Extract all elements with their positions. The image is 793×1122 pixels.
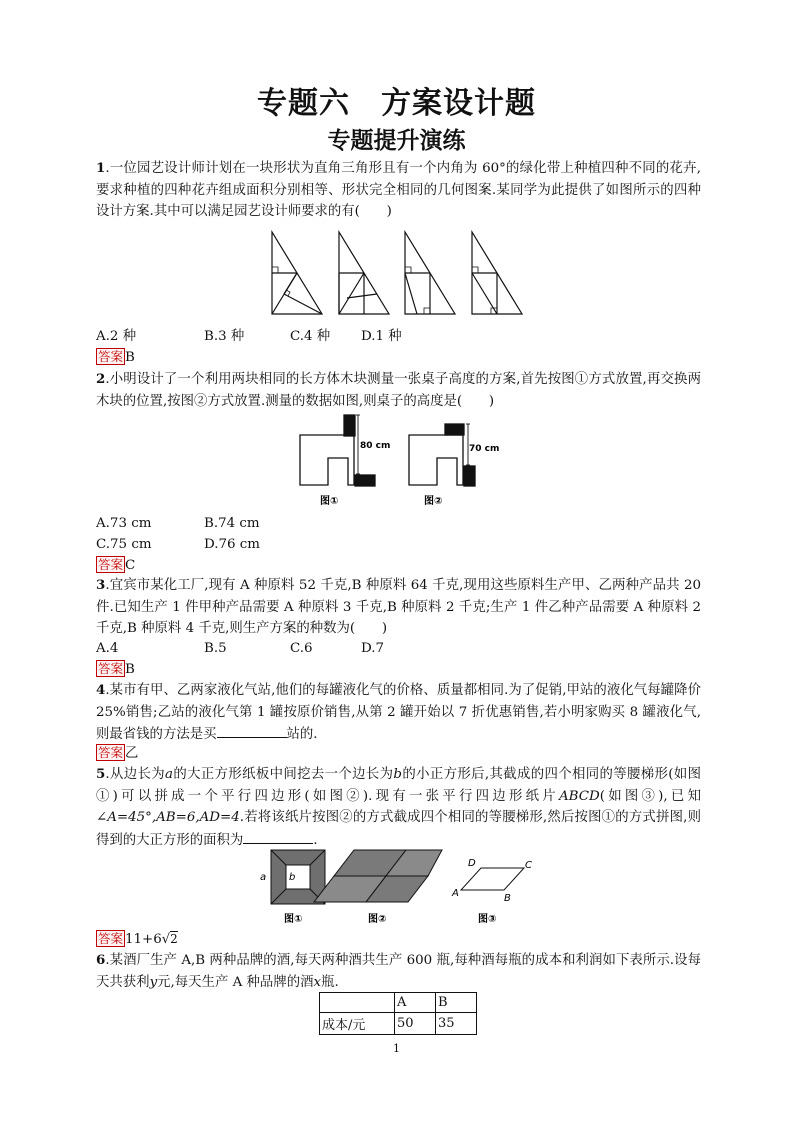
question-5-text: 5.从边长为a的大正方形纸板中间挖去一个边长为b的小正方形后,其截成的四个相同的等腰梯形(如图①)可以拼成一个平行四边形(如图②).现有一张平行四边形纸片ABCD(如图③),已知∠A=45°,AB=6,AD=4.若将该纸片按图②的方式截成四个相同的等腰梯形,然后按图①的方式拼图,则得到的大正方形的面积为 . (96, 766, 702, 848)
answer-tag: 答案 (98, 931, 124, 946)
table-header-empty (320, 993, 395, 1013)
question-2-options-row1 (96, 513, 396, 534)
option-a: A.73 cm (96, 516, 152, 531)
question-1-options (96, 326, 496, 347)
block-flat (355, 475, 375, 486)
answer-tag: 答案 (98, 661, 124, 676)
table-header-row (320, 993, 477, 1013)
table-cell: 成本/元 (320, 1013, 395, 1035)
square-frame-figure (271, 850, 325, 904)
question-2-options-row2 (96, 534, 396, 555)
table-header-b: B (436, 993, 477, 1013)
block-vertical-2 (464, 466, 475, 486)
label-80cm: 80 cm (360, 441, 391, 451)
triangle-design-2 (339, 232, 389, 314)
answer-blank (217, 723, 287, 738)
option-c: C.75 cm (96, 537, 152, 552)
option-a: A.4 (96, 641, 119, 656)
option-b: B.3 种 (204, 329, 245, 344)
question-5-figures (256, 846, 546, 928)
question-2-text: 2.小明设计了一个利用两块相同的长方体木块测量一张桌子高度的方案,首先按图①方式放置,再交换两木块的位置,按图②方式放置.测量的数据如图,则桌子的高度是( ) (96, 371, 701, 409)
point-d: D (468, 858, 476, 869)
question-2-figures (296, 412, 506, 512)
point-a: A (452, 888, 459, 899)
question-3-text: 3.宜宾市某化工厂,现有 A 种原料 52 千克,B 种原料 64 千克,现用这些原料生产甲、乙两种产品共 20 件.已知生产 1 件甲种产品需要 A 种原料 3 千克,B 种原料 2 千克;生产 1 件乙种产品需要 A 种原料 2 千克,B 种原料 4 千克,则生产方案的种数为( ) (96, 577, 701, 637)
label-a: a (260, 872, 267, 883)
fig-label-3: 图③ (478, 914, 497, 925)
point-c: C (525, 860, 532, 871)
answer-tag: 答案 (98, 557, 124, 572)
table-1 (300, 435, 354, 485)
page-title: 专题六 方案设计题 (257, 86, 536, 121)
question-1-text: 1.一位园艺设计师计划在一块形状为直角三角形且有一个内角为 60°的绿化带上种植四种不同的花卉,要求种植的四种花卉组成面积分别相等、形状完全相同的几何图案.某同学为此提供了如图所示的四种设计方案.其中可以满足园艺设计师要求的有( ) (96, 160, 701, 220)
fig-label-2: 图② (368, 914, 387, 925)
fig-label-2: 图② (424, 496, 443, 507)
question-3-options (96, 638, 496, 659)
question-2-answer: 答案 C (98, 557, 136, 573)
fig-label-1: 图① (284, 914, 303, 925)
table-header-a: A (395, 993, 436, 1013)
answer-blank (243, 829, 313, 844)
page-subtitle: 专题提升演练 (327, 127, 466, 154)
answer-tag: 答案 (98, 745, 124, 760)
triangle-design-1 (272, 232, 322, 314)
option-b: B.74 cm (204, 516, 260, 531)
option-b: B.5 (204, 641, 227, 656)
option-d: D.76 cm (204, 537, 261, 552)
option-c: C.4 种 (290, 329, 331, 344)
question-5-answer: 答案 11+6√2 (98, 931, 178, 947)
cost-profit-table (319, 992, 477, 1035)
question-6-text: 6.某酒厂生产 A,B 两种品牌的酒,每天两种酒共生产 600 瓶,每种酒每瓶的成本和利润如下表所示.设每天共获利y元,每天生产 A 种品牌的酒x瓶. (96, 952, 701, 990)
table-cell: 50 (395, 1013, 436, 1035)
option-d: D.1 种 (361, 329, 402, 344)
question-3-answer: 答案 B (98, 661, 135, 677)
answer-tag: 答案 (98, 349, 124, 364)
block-vertical (344, 415, 355, 436)
triangle-design-3 (405, 232, 455, 314)
fig-label-1: 图① (320, 496, 339, 507)
label-b: b (289, 872, 296, 883)
triangle-design-4 (472, 232, 522, 314)
question-1-answer: 答案 B (98, 349, 135, 365)
table-2 (409, 435, 463, 485)
question-4-text: 4.某市有甲、乙两家液化气站,他们的每罐液化气的价格、质量都相同.为了促销,甲站的液化气每罐降价 25%销售;乙站的液化气第 1 罐按原价销售,从第 2 罐开始以 7 折优惠销售,若小明家购买 8 罐液化气,则最省钱的方法是买 站的. (96, 682, 701, 743)
question-4-answer: 答案 乙 (98, 745, 139, 761)
label-70cm: 70 cm (469, 444, 500, 454)
option-c: C.6 (290, 641, 313, 656)
point-b: B (504, 893, 511, 904)
question-1-figures (262, 228, 532, 324)
parallelogram-abcd (461, 868, 524, 890)
page-number: 1 (393, 1042, 400, 1055)
trapezoid-parallelogram-figure (314, 850, 442, 902)
option-a: A.2 种 (96, 329, 137, 344)
table-cell: 35 (436, 1013, 477, 1035)
block-flat-2 (445, 424, 464, 435)
option-d: D.7 (361, 641, 385, 656)
table-row (320, 1013, 477, 1035)
